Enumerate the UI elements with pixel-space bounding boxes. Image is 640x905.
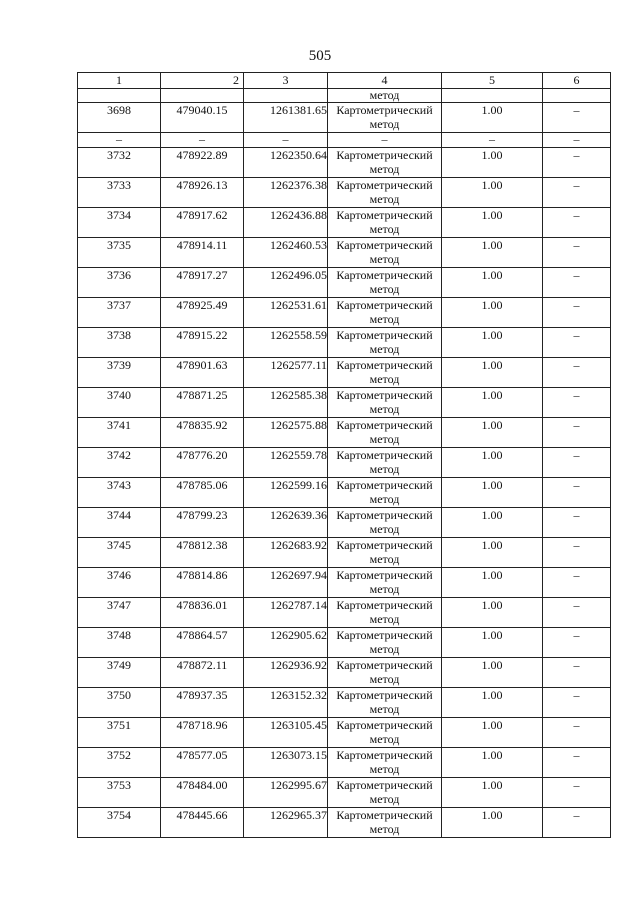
x-coordinate-cell: 479040.15	[161, 103, 244, 133]
extra-cell: –	[543, 628, 611, 658]
coordinates-table	[77, 72, 611, 838]
continuation-method: метод	[328, 89, 442, 103]
table-header-row	[78, 73, 611, 89]
dash-cell: –	[78, 133, 161, 148]
extra-cell: –	[543, 238, 611, 268]
point-id-cell: 3751	[78, 718, 161, 748]
accuracy-cell: 1.00	[442, 358, 543, 388]
table-row	[78, 718, 611, 748]
extra-cell: –	[543, 658, 611, 688]
point-id-cell: 3744	[78, 508, 161, 538]
y-coordinate-cell: 1262577.11	[244, 358, 328, 388]
x-coordinate-cell: 478445.66	[161, 808, 244, 838]
y-coordinate-cell: 1262585.38	[244, 388, 328, 418]
dash-cell: –	[543, 133, 611, 148]
method-cell: Картометрический метод	[328, 658, 442, 688]
point-id-cell: 3747	[78, 598, 161, 628]
method-cell: Картометрический метод	[328, 748, 442, 778]
y-coordinate-cell: 1262460.53	[244, 238, 328, 268]
column-header-3: 3	[244, 73, 328, 89]
x-coordinate-cell: 478914.11	[161, 238, 244, 268]
point-id-cell: 3745	[78, 538, 161, 568]
table-row	[78, 148, 611, 178]
y-coordinate-cell: 1262436.88	[244, 208, 328, 238]
point-id-cell: 3735	[78, 238, 161, 268]
y-coordinate-cell: 1262995.67	[244, 778, 328, 808]
continuation-row	[78, 89, 611, 103]
extra-cell: –	[543, 688, 611, 718]
accuracy-cell: 1.00	[442, 688, 543, 718]
extra-cell: –	[543, 808, 611, 838]
extra-cell: –	[543, 448, 611, 478]
y-coordinate-cell: 1262599.16	[244, 478, 328, 508]
table-row	[78, 658, 611, 688]
method-cell: Картометрический метод	[328, 148, 442, 178]
method-cell: Картометрический метод	[328, 238, 442, 268]
accuracy-cell: 1.00	[442, 388, 543, 418]
y-coordinate-cell: 1262531.61	[244, 298, 328, 328]
point-id-cell: 3738	[78, 328, 161, 358]
extra-cell: –	[543, 148, 611, 178]
x-coordinate-cell: 478917.62	[161, 208, 244, 238]
table-row	[78, 778, 611, 808]
point-id-cell: 3698	[78, 103, 161, 133]
point-id-cell: 3733	[78, 178, 161, 208]
point-id-cell: 3746	[78, 568, 161, 598]
y-coordinate-cell: 1262639.36	[244, 508, 328, 538]
accuracy-cell: 1.00	[442, 298, 543, 328]
method-cell: Картометрический метод	[328, 178, 442, 208]
method-cell: Картометрический метод	[328, 718, 442, 748]
method-cell: Картометрический метод	[328, 448, 442, 478]
table-row	[78, 568, 611, 598]
y-coordinate-cell: 1262350.64	[244, 148, 328, 178]
point-id-cell: 3749	[78, 658, 161, 688]
extra-cell: –	[543, 388, 611, 418]
extra-cell: –	[543, 298, 611, 328]
accuracy-cell: 1.00	[442, 418, 543, 448]
extra-cell: –	[543, 358, 611, 388]
column-header-2: 2	[161, 73, 244, 89]
y-coordinate-cell: 1262697.94	[244, 568, 328, 598]
extra-cell: –	[543, 103, 611, 133]
accuracy-cell: 1.00	[442, 748, 543, 778]
extra-cell: –	[543, 478, 611, 508]
y-coordinate-cell: 1262559.78	[244, 448, 328, 478]
x-coordinate-cell: 478835.92	[161, 418, 244, 448]
method-cell: Картометрический метод	[328, 808, 442, 838]
accuracy-cell: 1.00	[442, 208, 543, 238]
table-row	[78, 103, 611, 133]
point-id-cell: 3753	[78, 778, 161, 808]
point-id-cell: 3732	[78, 148, 161, 178]
table-row	[78, 598, 611, 628]
y-coordinate-cell: 1262496.05	[244, 268, 328, 298]
extra-cell: –	[543, 778, 611, 808]
table-row	[78, 538, 611, 568]
table-row	[78, 358, 611, 388]
accuracy-cell: 1.00	[442, 808, 543, 838]
y-coordinate-cell: 1262683.92	[244, 538, 328, 568]
x-coordinate-cell: 478718.96	[161, 718, 244, 748]
accuracy-cell: 1.00	[442, 778, 543, 808]
x-coordinate-cell: 478814.86	[161, 568, 244, 598]
y-coordinate-cell: 1261381.65	[244, 103, 328, 133]
table-row	[78, 178, 611, 208]
table-row	[78, 298, 611, 328]
point-id-cell: 3741	[78, 418, 161, 448]
method-cell: Картометрический метод	[328, 103, 442, 133]
method-cell: Картометрический метод	[328, 628, 442, 658]
accuracy-cell: 1.00	[442, 598, 543, 628]
extra-cell: –	[543, 598, 611, 628]
y-coordinate-cell: 1262787.14	[244, 598, 328, 628]
table-row	[78, 628, 611, 658]
table-row	[78, 448, 611, 478]
extra-cell: –	[543, 208, 611, 238]
x-coordinate-cell: 478776.20	[161, 448, 244, 478]
x-coordinate-cell: 478484.00	[161, 778, 244, 808]
method-cell: Картометрический метод	[328, 208, 442, 238]
method-cell: Картометрический метод	[328, 778, 442, 808]
y-coordinate-cell: 1263105.45	[244, 718, 328, 748]
table-row-gap	[78, 133, 611, 148]
y-coordinate-cell: 1262965.37	[244, 808, 328, 838]
dash-cell: –	[442, 133, 543, 148]
y-coordinate-cell: 1262905.62	[244, 628, 328, 658]
method-cell: Картометрический метод	[328, 598, 442, 628]
point-id-cell: 3748	[78, 628, 161, 658]
extra-cell: –	[543, 418, 611, 448]
table-row	[78, 808, 611, 838]
point-id-cell: 3750	[78, 688, 161, 718]
y-coordinate-cell: 1263073.15	[244, 748, 328, 778]
point-id-cell: 3734	[78, 208, 161, 238]
method-cell: Картометрический метод	[328, 388, 442, 418]
method-cell: Картометрический метод	[328, 298, 442, 328]
point-id-cell: 3736	[78, 268, 161, 298]
dash-cell: –	[161, 133, 244, 148]
accuracy-cell: 1.00	[442, 658, 543, 688]
method-cell: Картометрический метод	[328, 418, 442, 448]
table-row	[78, 238, 611, 268]
table-row	[78, 268, 611, 298]
accuracy-cell: 1.00	[442, 328, 543, 358]
x-coordinate-cell: 478799.23	[161, 508, 244, 538]
method-cell: Картометрический метод	[328, 538, 442, 568]
point-id-cell: 3743	[78, 478, 161, 508]
dash-cell: –	[244, 133, 328, 148]
table-row	[78, 748, 611, 778]
point-id-cell: 3740	[78, 388, 161, 418]
dash-cell: –	[328, 133, 442, 148]
column-header-1: 1	[78, 73, 161, 89]
extra-cell: –	[543, 178, 611, 208]
extra-cell: –	[543, 748, 611, 778]
x-coordinate-cell: 478872.11	[161, 658, 244, 688]
column-header-4: 4	[328, 73, 442, 89]
accuracy-cell: 1.00	[442, 628, 543, 658]
method-cell: Картометрический метод	[328, 508, 442, 538]
extra-cell: –	[543, 538, 611, 568]
accuracy-cell: 1.00	[442, 448, 543, 478]
point-id-cell: 3739	[78, 358, 161, 388]
column-header-6: 6	[543, 73, 611, 89]
extra-cell: –	[543, 328, 611, 358]
extra-cell: –	[543, 568, 611, 598]
accuracy-cell: 1.00	[442, 238, 543, 268]
table-row	[78, 508, 611, 538]
method-cell: Картометрический метод	[328, 478, 442, 508]
method-cell: Картометрический метод	[328, 358, 442, 388]
extra-cell: –	[543, 268, 611, 298]
table-row	[78, 478, 611, 508]
x-coordinate-cell: 478836.01	[161, 598, 244, 628]
x-coordinate-cell: 478864.57	[161, 628, 244, 658]
y-coordinate-cell: 1262575.88	[244, 418, 328, 448]
x-coordinate-cell: 478915.22	[161, 328, 244, 358]
y-coordinate-cell: 1263152.32	[244, 688, 328, 718]
table-row	[78, 388, 611, 418]
x-coordinate-cell: 478577.05	[161, 748, 244, 778]
accuracy-cell: 1.00	[442, 718, 543, 748]
method-cell: Картометрический метод	[328, 688, 442, 718]
table-body	[78, 89, 611, 838]
accuracy-cell: 1.00	[442, 538, 543, 568]
column-header-5: 5	[442, 73, 543, 89]
accuracy-cell: 1.00	[442, 268, 543, 298]
x-coordinate-cell: 478901.63	[161, 358, 244, 388]
x-coordinate-cell: 478922.89	[161, 148, 244, 178]
x-coordinate-cell: 478926.13	[161, 178, 244, 208]
accuracy-cell: 1.00	[442, 478, 543, 508]
method-cell: Картометрический метод	[328, 268, 442, 298]
accuracy-cell: 1.00	[442, 568, 543, 598]
x-coordinate-cell: 478937.35	[161, 688, 244, 718]
point-id-cell: 3754	[78, 808, 161, 838]
extra-cell: –	[543, 508, 611, 538]
y-coordinate-cell: 1262936.92	[244, 658, 328, 688]
x-coordinate-cell: 478812.38	[161, 538, 244, 568]
accuracy-cell: 1.00	[442, 178, 543, 208]
table-row	[78, 418, 611, 448]
x-coordinate-cell: 478925.49	[161, 298, 244, 328]
table-row	[78, 688, 611, 718]
page-number: 505	[308, 48, 332, 64]
method-cell: Картометрический метод	[328, 568, 442, 598]
method-cell: Картометрический метод	[328, 328, 442, 358]
table-row	[78, 328, 611, 358]
y-coordinate-cell: 1262376.38	[244, 178, 328, 208]
x-coordinate-cell: 478871.25	[161, 388, 244, 418]
y-coordinate-cell: 1262558.59	[244, 328, 328, 358]
accuracy-cell: 1.00	[442, 508, 543, 538]
point-id-cell: 3752	[78, 748, 161, 778]
point-id-cell: 3737	[78, 298, 161, 328]
x-coordinate-cell: 478917.27	[161, 268, 244, 298]
table-row	[78, 208, 611, 238]
accuracy-cell: 1.00	[442, 103, 543, 133]
accuracy-cell: 1.00	[442, 148, 543, 178]
point-id-cell: 3742	[78, 448, 161, 478]
x-coordinate-cell: 478785.06	[161, 478, 244, 508]
extra-cell: –	[543, 718, 611, 748]
